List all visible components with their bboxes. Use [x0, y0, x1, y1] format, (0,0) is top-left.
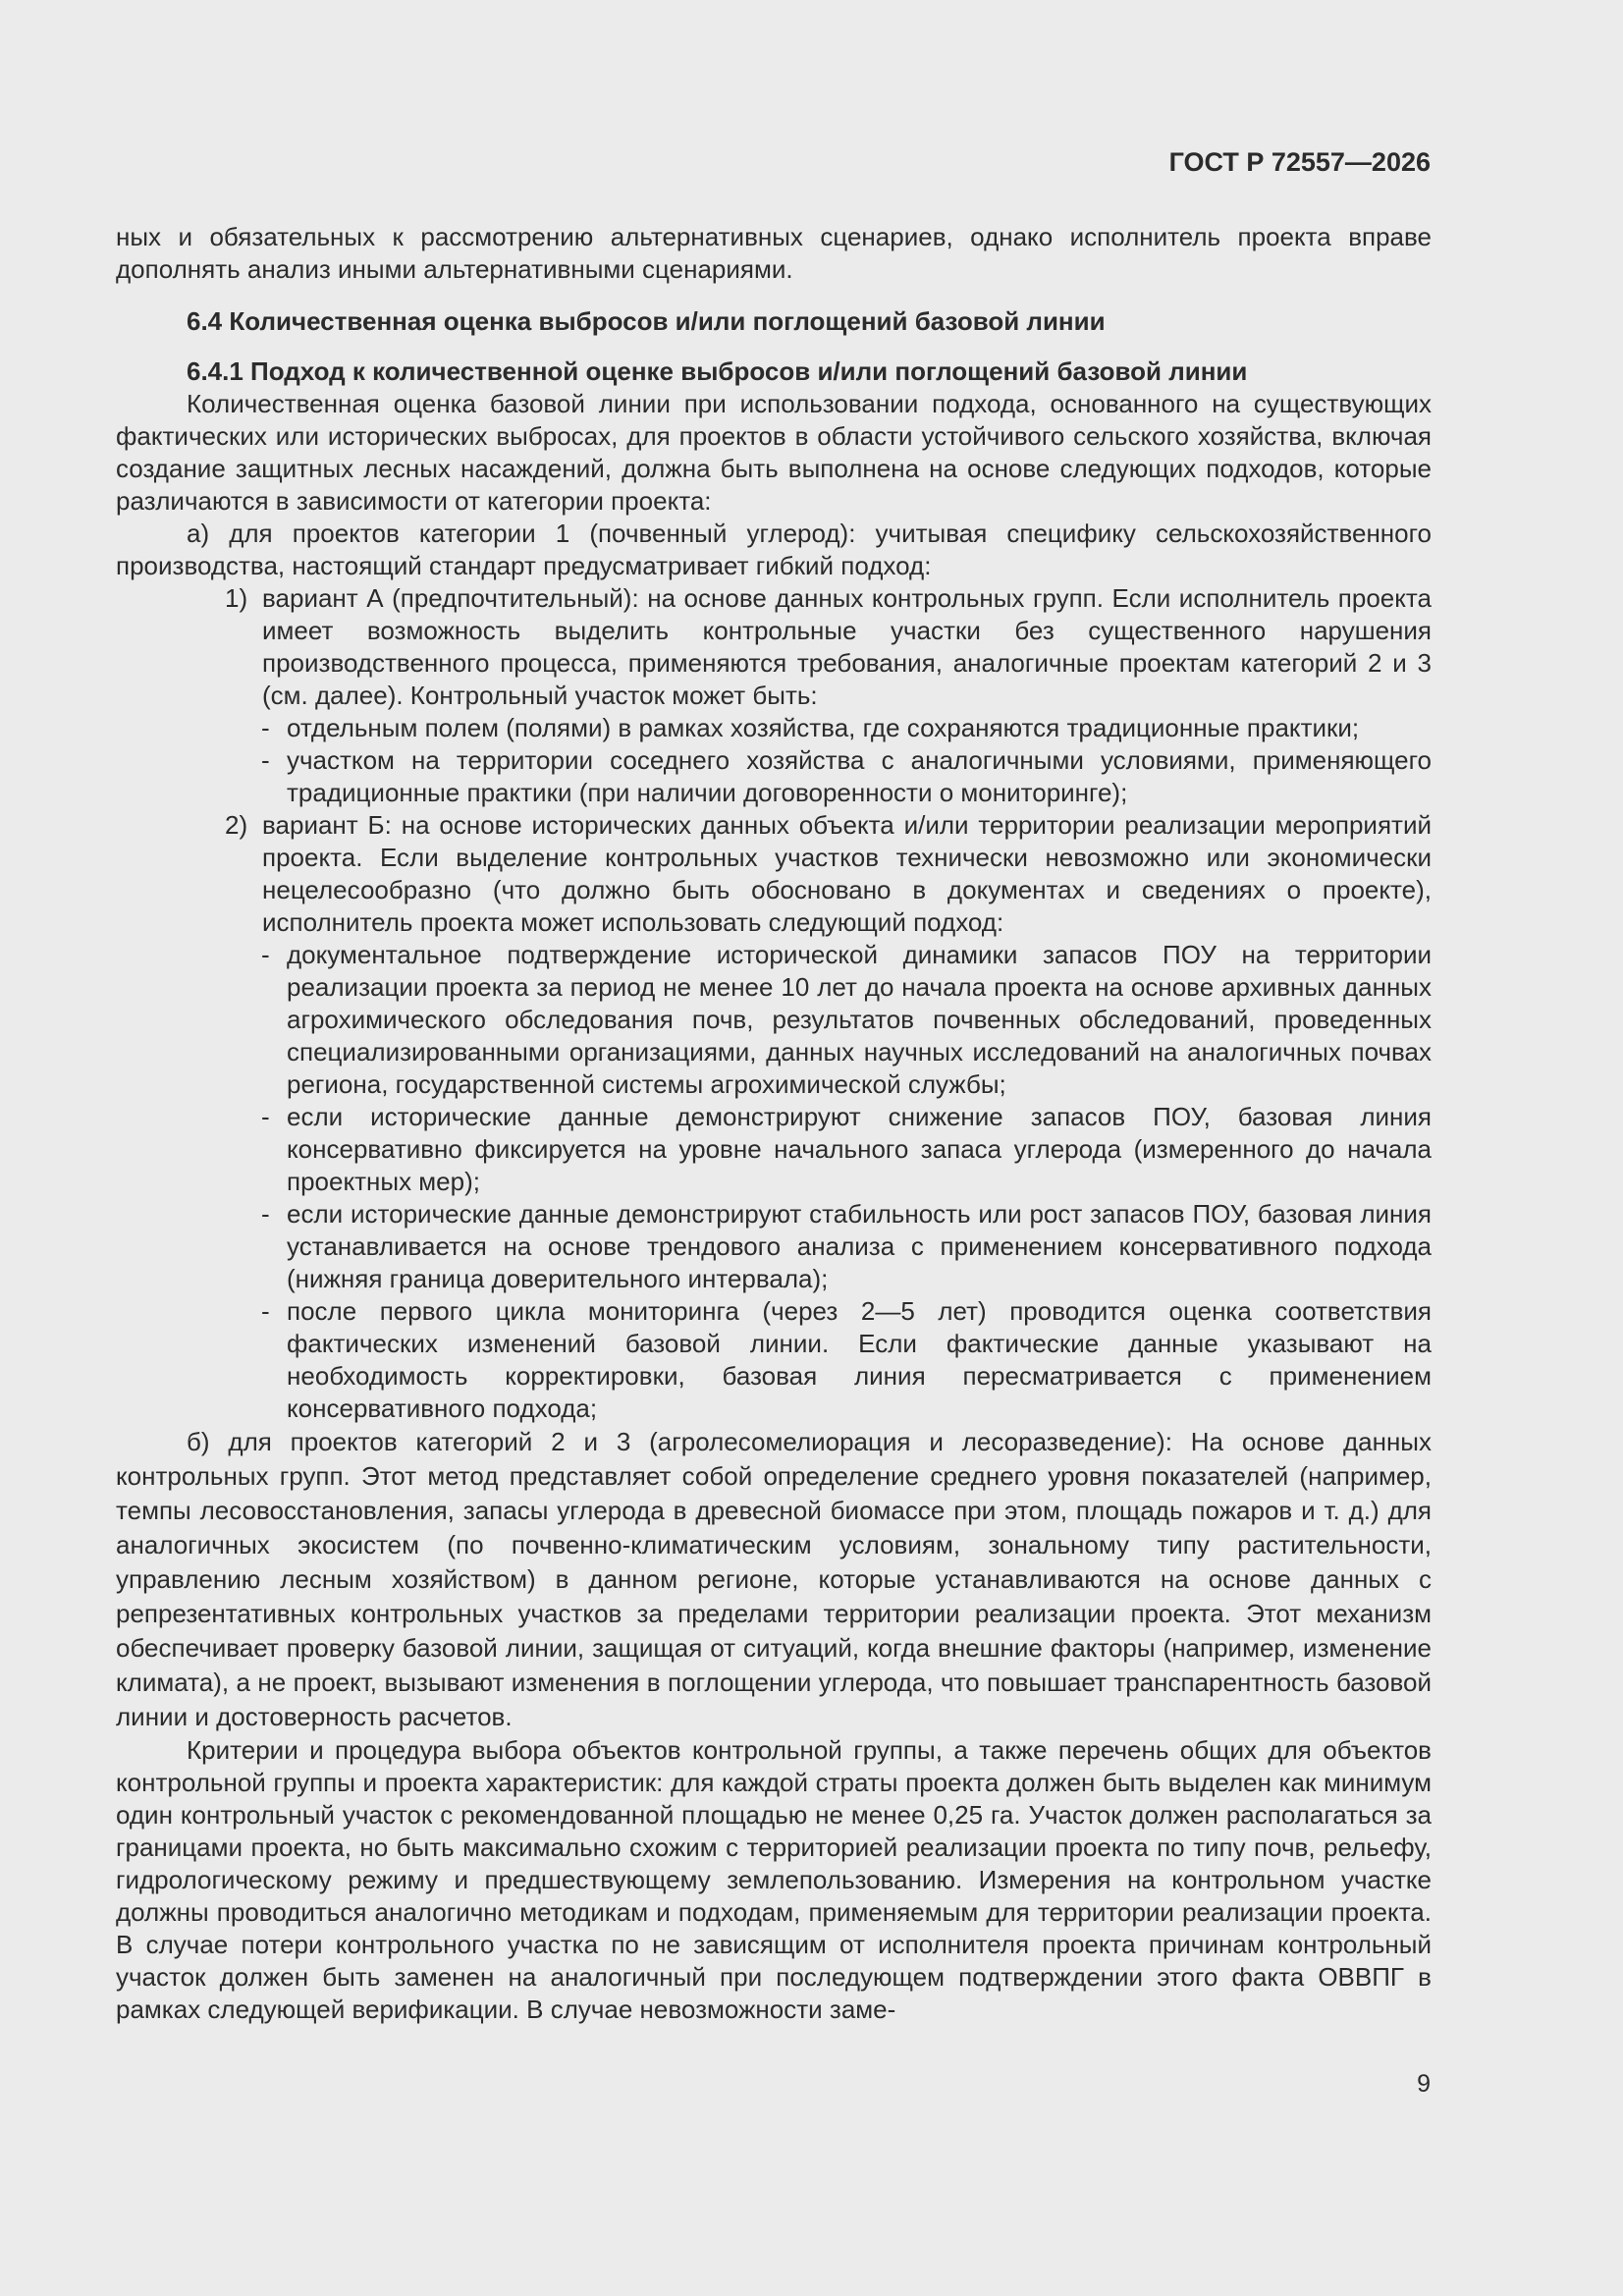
standard-header: ГОСТ Р 72557—2026	[1168, 147, 1431, 177]
dash-item-text: если исторические данные демонстрируют стабильность или рост запасов ПОУ, базовая линия устанавливается на основе трендового анализа с применением консервативного подхода (нижняя граница доверительного интервала);	[287, 1199, 1432, 1293]
dash-bullet: -	[261, 713, 270, 742]
list-item-2-dash-2	[116, 1101, 1432, 1198]
dash-bullet: -	[261, 1102, 270, 1131]
list-item-2-dash-3	[116, 1198, 1432, 1295]
list-item-2-dash-1	[116, 939, 1432, 1101]
list-item-2-text: вариант Б: на основе исторических данных объекта и/или территории реализации мероприятий проекта. Если выделение контрольных участков технически невозможно или экономически нецелесообразно (что должно быть обосновано в документах и сведениях о проекте), исполнитель проекта может использовать следующий подход:	[262, 810, 1432, 937]
dash-bullet: -	[261, 940, 270, 969]
list-item-1-text: вариант А (предпочтительный): на основе данных контрольных групп. Если исполнитель проекта имеет возможность выделить контрольные участки без существенного нарушения производственного процесса, применяются требования, аналогичные проектам категорий 2 и 3 (см. далее). Контрольный участок может быть:	[262, 583, 1432, 710]
section-heading-6-4-1: 6.4.1 Подход к количественной оценке выбросов и/или поглощений базовой линии	[187, 356, 1248, 386]
list-item-1-dash-2	[116, 744, 1432, 809]
page-number: 9	[1417, 2070, 1431, 2098]
section-heading-6-4: 6.4 Количественная оценка выбросов и/или поглощений базовой линии	[187, 306, 1106, 336]
list-item-2	[116, 809, 1432, 939]
paragraph-continued: ных и обязательных к рассмотрению альтернативных сценариев, однако исполнитель проекта вправе дополнять анализ иными альтернативными сценариями.	[116, 222, 1432, 284]
list-item-a: а) для проектов категории 1 (почвенный углерод): учитывая специфику сельскохозяйственного производства, настоящий стандарт предусматривает гибкий подход:	[116, 519, 1432, 580]
list-item-2-dash-4	[116, 1295, 1432, 1425]
dash-item-text: отдельным полем (полями) в рамках хозяйства, где сохраняются традиционные практики;	[287, 713, 1360, 742]
paragraph-criteria: Критерии и процедура выбора объектов контрольной группы, а также перечень общих для объектов контрольной группы и проекта характеристик: для каждой страты проекта должен быть выделен как минимум один контрольный участок с рекомендованной площадью не менее 0,25 га. Участок должен располагаться за границами проекта, но быть максимально схожим с территорией реализации проекта по типу почв, рельефу, гидрологическому режиму и предшествующему землепользованию. Измерения на контрольном участке должны проводиться аналогично методикам и подходам, применяемым для территории реализации проекта. В случае потери контрольного участка по не зависящим от исполнителя проекта причинам контрольный участок должен быть заменен на аналогичный при последующем подтверждении этого факта ОВВПГ в рамках следующей верификации. В случае невозможности заме-	[116, 1735, 1432, 2024]
dash-item-text: участком на территории соседнего хозяйства с аналогичными условиями, применяющего традиционные практики (при наличии договоренности о мониторинге);	[287, 745, 1432, 807]
page-body	[116, 137, 1432, 2026]
dash-bullet: -	[261, 745, 270, 775]
list-item-2-number: 2)	[225, 810, 248, 840]
dash-item-text: если исторические данные демонстрируют снижение запасов ПОУ, базовая линия консервативно фиксируется на уровне начального запаса углерода (измеренного до начала проектных мер);	[287, 1102, 1432, 1196]
list-item-1	[116, 582, 1432, 712]
list-item-b: б) для проектов категорий 2 и 3 (агролесомелиорация и лесоразведение): На основе данных контрольных групп. Этот метод представляет собой определение среднего уровня показателей (например, темпы лесовосстановления, запасы углерода в древесной биомассе при этом, площадь пожаров и т. д.) для аналогичных экосистем (по почвенно-климатическим условиям, зональному типу растительности, управлению лесным хозяйством) в данном регионе, которые устанавливаются на основе данных с репрезентативных контрольных участков за пределами территории реализации проекта. Этот механизм обеспечивает проверку базовой линии, защищая от ситуаций, когда внешние факторы (например, изменение климата), а не проект, вызывают изменения в поглощении углерода, что повышает транспарентность базовой линии и достоверность расчетов.	[116, 1427, 1432, 1731]
dash-bullet: -	[261, 1199, 270, 1229]
list-item-1-number: 1)	[225, 583, 248, 613]
dash-item-text: документальное подтверждение исторической динамики запасов ПОУ на территории реализации проекта за период не менее 10 лет до начала проекта на основе архивных данных агрохимического обследования почв, результатов почвенных обследований, проведенных специализированными организациями, данных научных исследований на аналогичных почвах региона, государственной системы агрохимической службы;	[287, 940, 1432, 1099]
dash-item-text: после первого цикла мониторинга (через 2—5 лет) проводится оценка соответствия фактических изменений базовой линии. Если фактические данные указывают на необходимость корректировки, базовая линия пересматривается с применением консервативного подхода;	[287, 1296, 1432, 1423]
paragraph-intro: Количественная оценка базовой линии при использовании подхода, основанного на существующих фактических или исторических выбросах, для проектов в области устойчивого сельского хозяйства, включая создание защитных лесных насаждений, должна быть выполнена на основе следующих подходов, которые различаются в зависимости от категории проекта:	[116, 389, 1432, 516]
dash-bullet: -	[261, 1296, 270, 1326]
list-item-1-dash-1	[116, 712, 1432, 744]
